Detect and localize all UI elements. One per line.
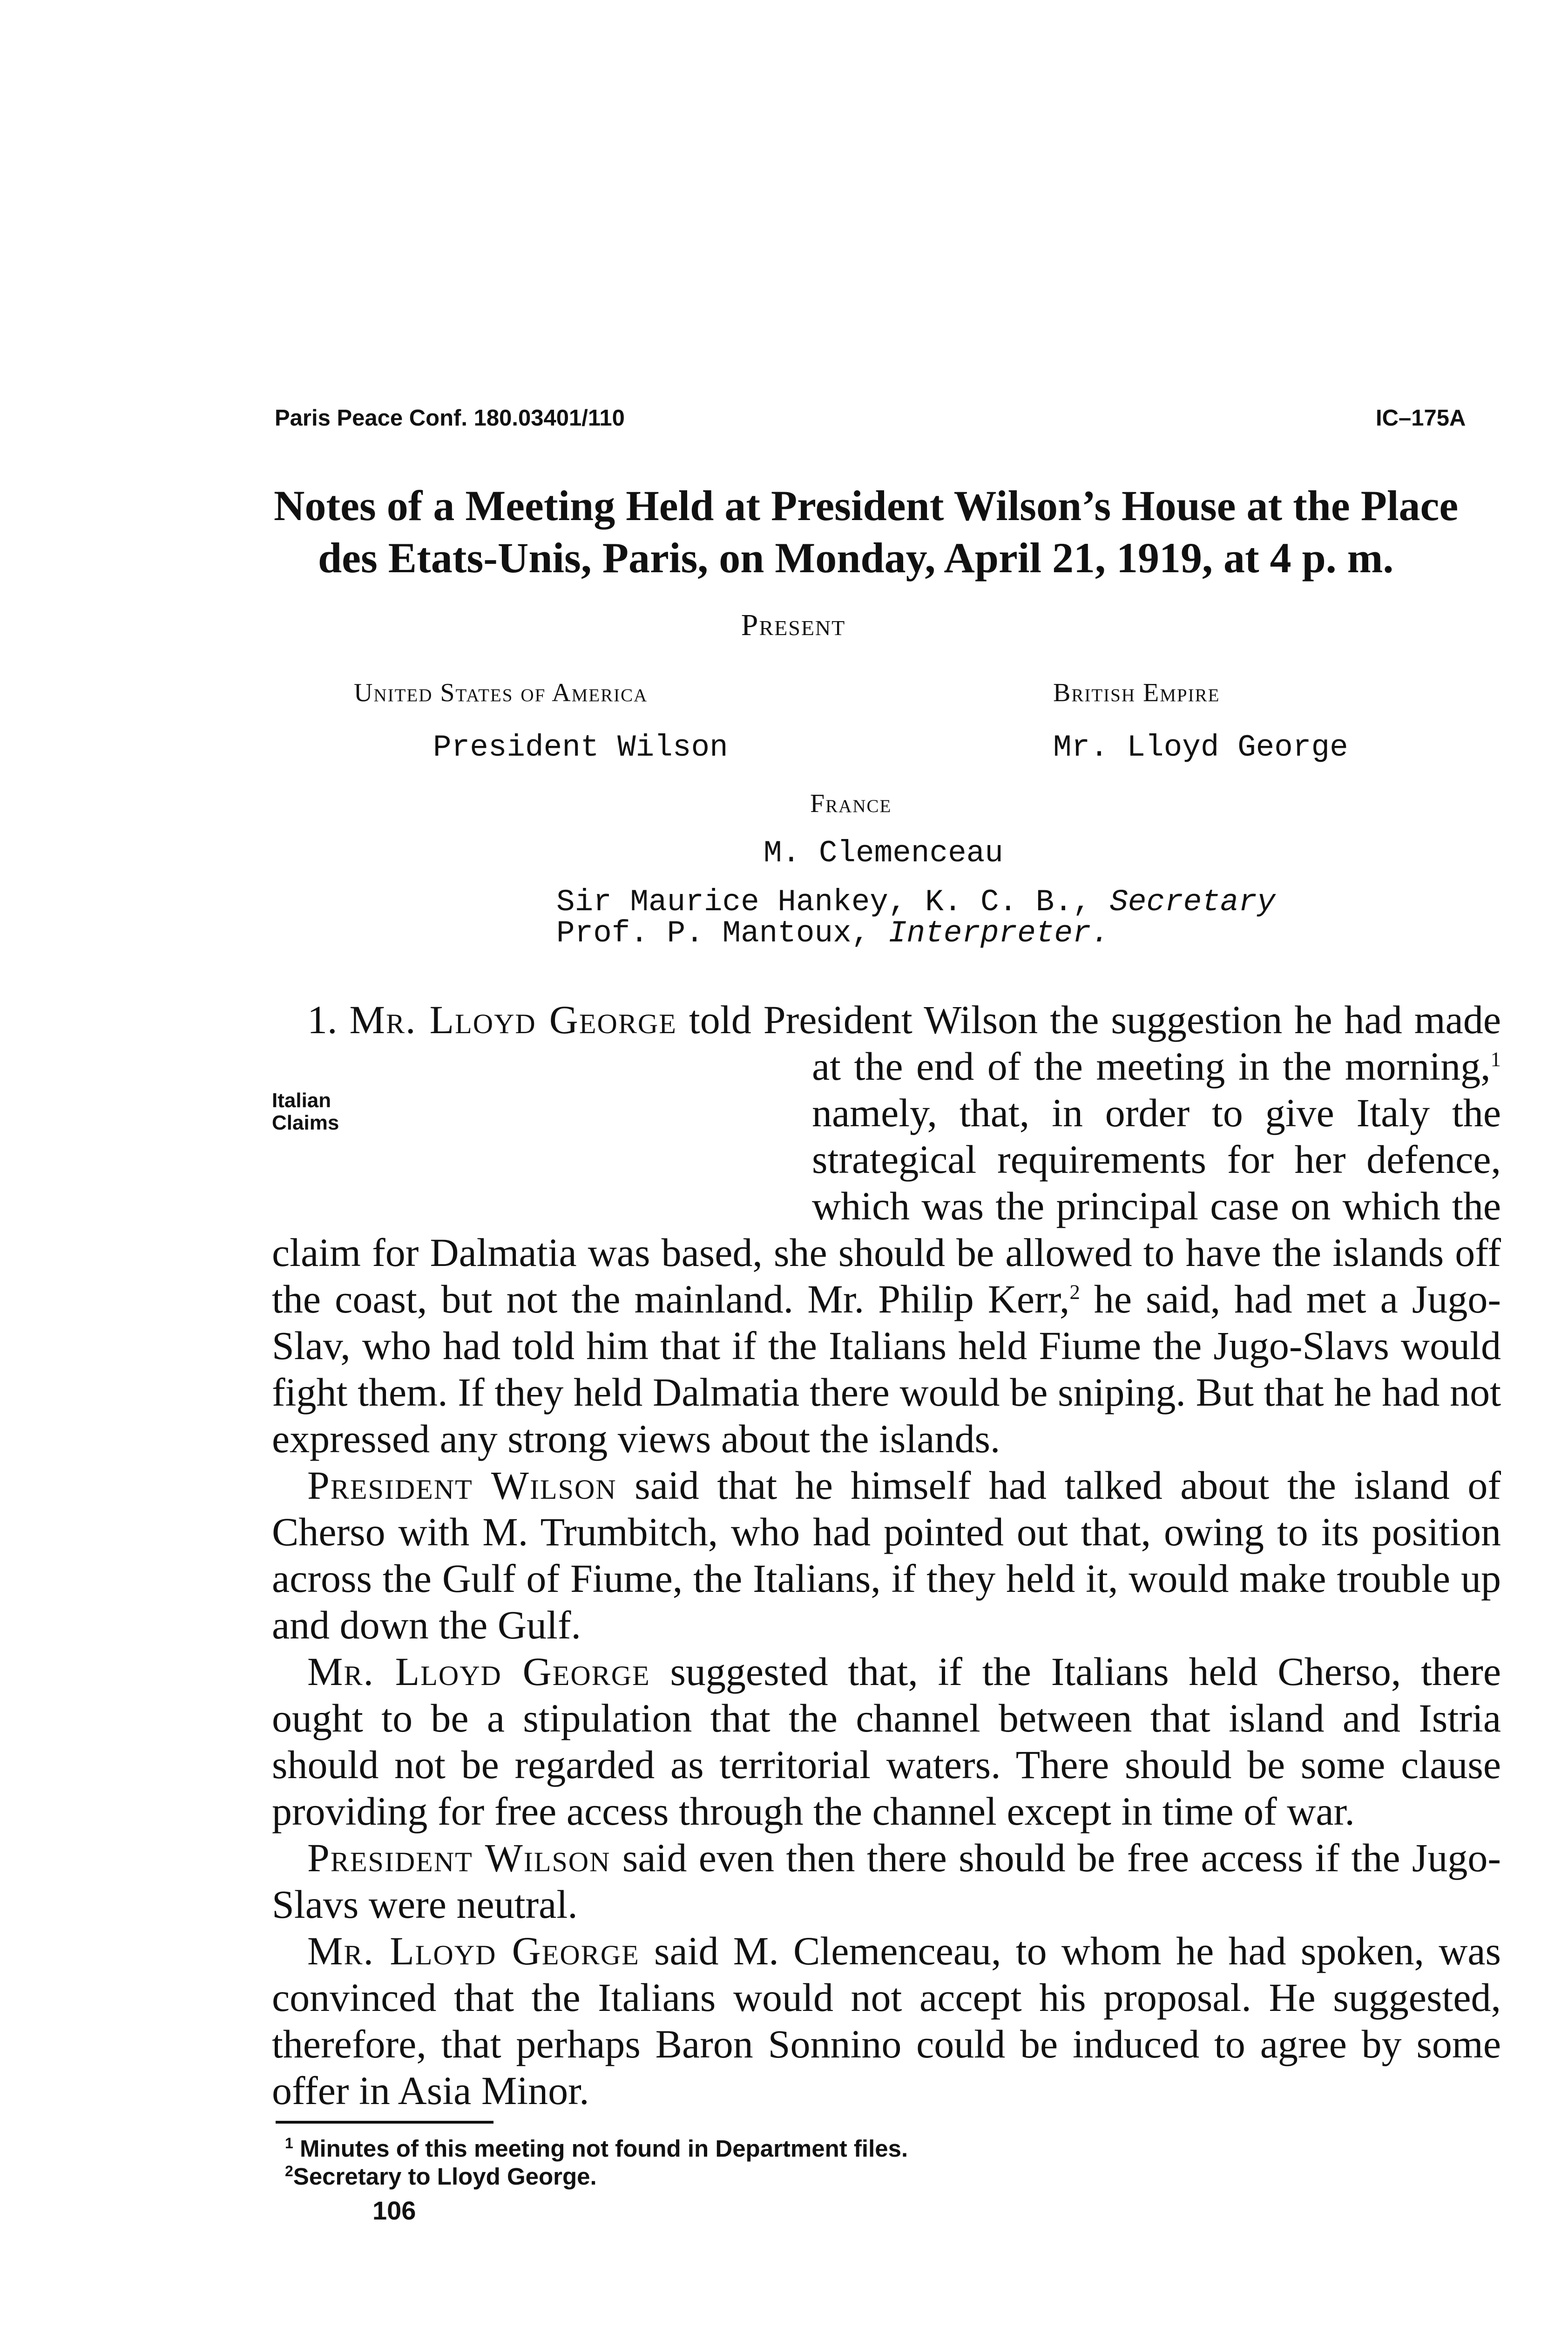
secretary-role: Secretary (1109, 885, 1276, 920)
british-empire-label: British Empire (1053, 678, 1220, 707)
margin-note-line-2: Claims (272, 1111, 339, 1134)
paragraph-2-text: said that he himself had talked about the island of Cherso with M. Trumbitch, who had pointed out that, owing to its position across the Gulf of Fiume, the Italians, if they held it, would make trouble up and down the Gulf. (272, 1463, 1501, 1647)
paragraph-2 (272, 1462, 1501, 1648)
paragraph-1-text-b: namely, that, in order to give Italy the strategical requirements for her defence, which was the principal case on which the claim for Dalmatia was based, she should be allowed to have the islands off the coast, but not the mainland. Mr. Philip Kerr, (272, 1090, 1501, 1321)
footnote-2-text: Secretary to Lloyd George. (293, 2163, 597, 2190)
paragraph-5-text: said M. Clemenceau, to whom he had spoken, was convinced that the Italians would not accept his proposal. He suggested, therefore, that perhaps Baron Sonnino could be induced to agree by some offer in Asia Minor. (272, 1929, 1501, 2113)
speaker-lloyd-george: Mr. Lloyd George (307, 1649, 650, 1694)
interpreter-line (556, 918, 1109, 949)
footnote-1 (285, 2135, 908, 2162)
title-line-1: Notes of a Meeting Held at President Wilson’s House at the Place (274, 482, 1459, 529)
speaker-wilson: President Wilson (307, 1835, 611, 1880)
secretary-line (556, 887, 1276, 918)
footnote-2 (285, 2163, 597, 2190)
us-person: President Wilson (433, 730, 728, 765)
speaker-lloyd-george: Mr. Lloyd George (307, 1929, 640, 1973)
margin-note-line-1: Italian (272, 1089, 331, 1112)
footnote-1-mark: 1 (285, 2135, 293, 2152)
margin-note-italian-claims (272, 1043, 505, 1229)
paragraph-4 (272, 1834, 1501, 1928)
speaker-lloyd-george: Mr. Lloyd George (349, 997, 677, 1042)
footnote-1-text: Minutes of this meeting not found in Department files. (293, 2135, 908, 2162)
present-heading: Present (741, 608, 846, 642)
paragraph-5 (272, 1928, 1501, 2114)
france-person: M. Clemenceau (764, 836, 1003, 871)
page-title (274, 480, 1498, 584)
item-number: 1. (307, 997, 350, 1042)
interpreter-name: Prof. P. Mantoux, (556, 916, 888, 951)
speaker-wilson: President Wilson (307, 1463, 617, 1508)
us-label: United States of America (354, 678, 648, 707)
footnote-2-mark: 2 (285, 2163, 293, 2179)
document-id: IC–175A (1376, 406, 1466, 431)
page-number: 106 (372, 2196, 416, 2225)
france-label: France (810, 789, 892, 818)
paragraph-1-text-a: told President Wilson the suggestion he had made at the end of the meeting in the morning, (676, 997, 1501, 1089)
footnote-divider (276, 2121, 493, 2124)
title-line-2: des Etats-Unis, Paris, on Monday, April 21, 1919, at 4 p. m. (318, 534, 1394, 582)
interpreter-role: Interpreter. (888, 916, 1110, 951)
paragraph-3 (272, 1648, 1501, 1834)
footnote-ref-1: 1 (1490, 1047, 1501, 1071)
secretary-name: Sir Maurice Hankey, K. C. B., (556, 885, 1110, 920)
paragraph-1-text-c: he said, had met a Jugo-Slav, who had told him that if the Italians held Fiume the Jugo-Slavs would fight them. If they held Dalmatia there would be sniping. But that he had not expressed any strong views about the islands. (272, 1277, 1501, 1461)
minutes-body (272, 996, 1501, 2114)
paragraph-1 (272, 996, 1501, 1462)
british-empire-person: Mr. Lloyd George (1053, 730, 1348, 765)
paragraph-3-text: suggested that, if the Italians held Cherso, there ought to be a stipulation that the channel between that island and Istria should not be regarded as territorial waters. There should be some clause providing for free access through the channel except in time of war. (272, 1649, 1501, 1834)
footnote-ref-2: 2 (1069, 1280, 1080, 1304)
file-reference: Paris Peace Conf. 180.03401/110 (275, 406, 625, 431)
paragraph-4-text: said even then there should be free access if the Jugo-Slavs were neutral. (272, 1835, 1501, 1927)
